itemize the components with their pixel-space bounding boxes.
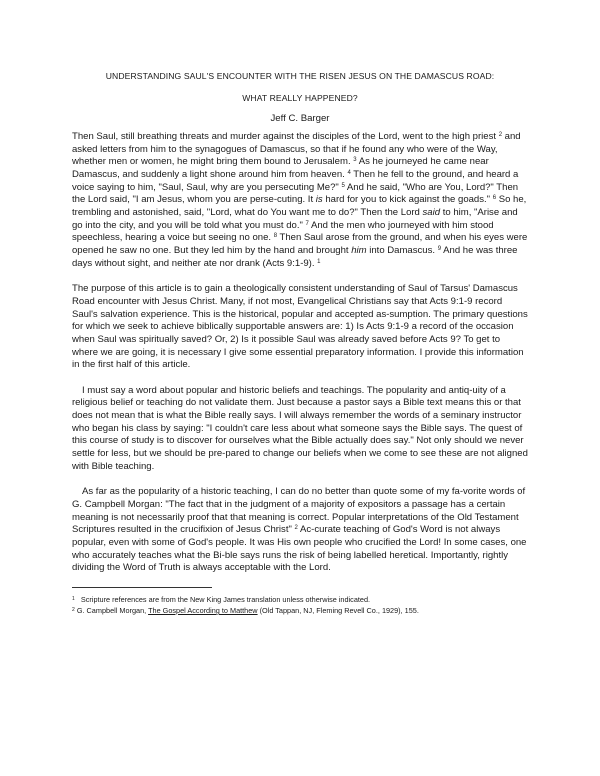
verse-number: 7 [305, 220, 309, 227]
document-title-line-2: WHAT REALLY HAPPENED? [242, 93, 358, 103]
document-page [72, 70, 528, 616]
verse-number: 4 [347, 169, 351, 176]
verse-number: 5 [341, 182, 345, 189]
verse-number: 8 [273, 233, 278, 240]
purpose-paragraph: The purpose of this article is to gain a theologically consistent understanding of Saul of Tarsus' Damascus Road encounter with Jesus Christ. Many, if not most, Evangelical Christians say that Acts 9:1-9 record Saul's salvation experience. This is the historical, popular and accepted as-sumption. The primary questions for which we seek to achieve biblically supportable answers are: 1) Is Acts 9:1-9 a record of the occasion when Saul was spiritually saved? Or, 2) Is it possible Saul was already saved before Acts 9? To get to where we are going, it is necessary I give some essential preparatory information. I provide this information in the first half of this article. [72, 283, 528, 371]
verse-number: 3 [353, 157, 357, 164]
footnote-1: $^1$ Scripture references are from the New King James translation unless otherwise indicated. [72, 595, 371, 604]
author-name: Jeff C. Barger [270, 113, 330, 124]
morgan-quote-paragraph: As far as the popularity of a historic teaching, I can do no better than quote some of my fa-vorite words of G. Campbell Morgan: "The fact that in the judgment of a majority of expositors a passage has a certain meaning is not necessarily proof that that meaning is correct. Popular interpretations of the Old Testament Scriptures resulted in the crucifixion of Jesus Christ" $^2$ Ac-curate teaching of God's Word is not always popular, even with some of God's people. It was His own people who crucified the Lord! In some cases, one who accurately teaches what the Bi-ble says runs the risk of being labelled heretical. Importantly, rightly dividing the Word of Truth is always acceptable with the Lord. [72, 486, 527, 574]
book-title: The Gospel According to Matthew [148, 606, 258, 615]
footnote-ref-1[interactable]: 1 [317, 258, 321, 265]
verse-number: 2 [498, 132, 503, 138]
popular-beliefs-paragraph: I must say a word about popular and historic beliefs and teachings. The popularity and antiq-uity of a religious belief or teaching do not validate them. Just because a pastor says a Bible text means this or that does not mean that is what the Bible really says. I will always remember the words of a seminary instructor who began his class by saying: "I couldn't care less about what someone says the Bible says. The quest of this course of study is to discover for ourselves what the Bible actually does say." Not only should we never settle for less, but we should be pre-pared to change our beliefs when we come to see these are not aligned with Bible teaching. [72, 384, 528, 472]
footnote-2: $^2$ G. Campbell Morgan, The Gospel According to Matthew (Old Tappan, NJ, Fleming Revell Co., 1929), 155. [72, 606, 419, 615]
verse-number: 9 [437, 245, 442, 252]
footnote-divider [72, 587, 212, 588]
document-title-line-1: UNDERSTANDING SAUL'S ENCOUNTER WITH THE RISEN JESUS ON THE DAMASCUS ROAD: [105, 71, 495, 81]
footnote-ref-2[interactable]: 2 [294, 525, 298, 532]
verse-number: 6 [492, 195, 497, 202]
scripture-quote-paragraph: Then Saul, still breathing threats and murder against the disciples of the Lord, went to the high priest $^2$ and asked letters from him to the synagogues of Damascus, so that if he found any who were of the Way, whether men or women, he might bring them bound to Jerusalem. $^3$ As he journeyed he came near Damascus, and suddenly a light shone around him from heaven. $^4$ Then he fell to the ground, and heard a voice saying to him, "Saul, Saul, why are you persecuting Me?" $^5$ And he said, "Who are You, Lord?" Then the Lord said, "I am Jesus, whom you are perse-cuting. It is hard for you to kick against the goads." $^6$ So he, trembling and astonished, said, "Lord, what do You want me to do?" Then the Lord said to him, "Arise and go into the city, and you will be told what you must do." $^7$ And the men who journeyed with him stood speechless, hearing a voice but seeing no one. $^8$ Then Saul arose from the ground, and when his eyes were opened he saw no one. But they led him by the hand and brought him into Damascus. $^9$ And he was three days without sight, and neither ate nor drank (Acts 9:1-9). $^1$ [72, 131, 528, 269]
